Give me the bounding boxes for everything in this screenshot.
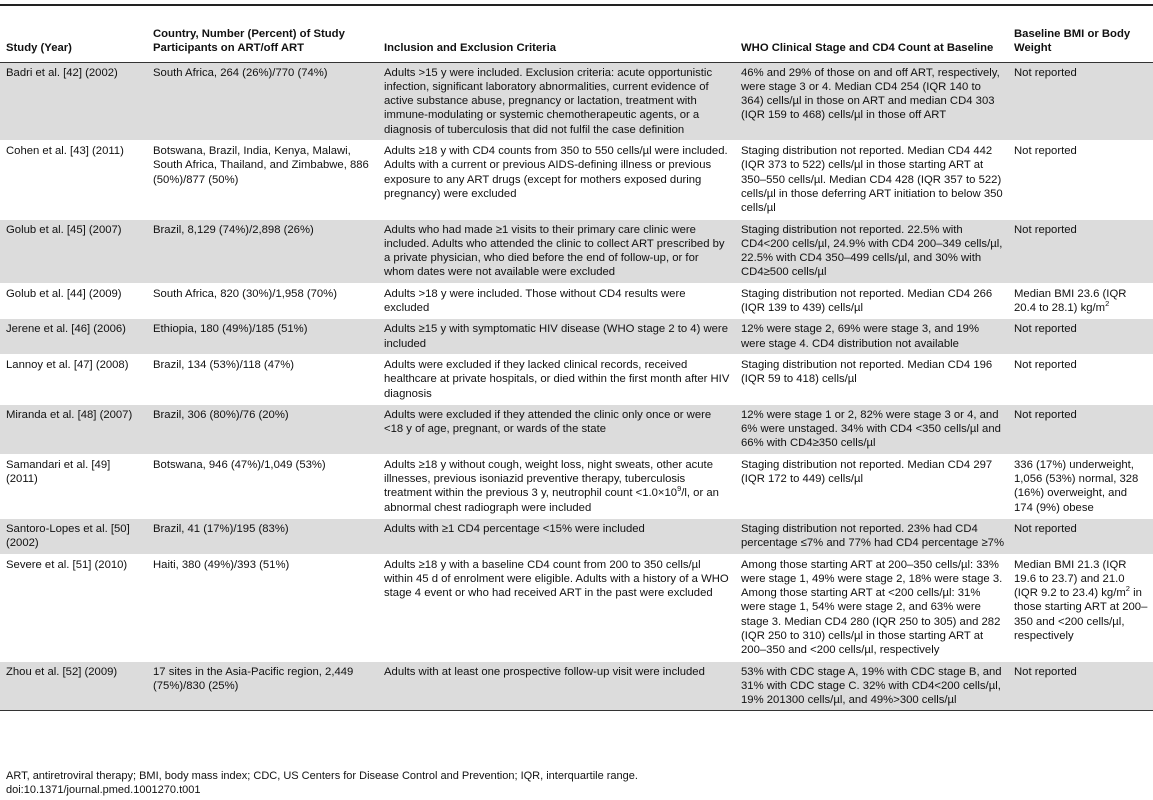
cell-who-stage <box>735 283 1008 319</box>
cell-bmi-text: Not reported <box>1014 522 1077 535</box>
cell-study <box>0 141 147 219</box>
cell-study <box>0 404 147 454</box>
cell-country-text: Botswana, Brazil, India, Kenya, Malawi, South Africa, Thailand, and Zimbabwe, 886 (50%)/877 (50%) <box>153 145 369 186</box>
cell-country <box>147 518 378 554</box>
header-who-stage: WHO Clinical Stage and CD4 Count at Baseline <box>735 27 1008 62</box>
table-body <box>0 62 1153 711</box>
cell-criteria <box>378 319 735 355</box>
cell-study <box>0 454 147 518</box>
table-row <box>0 518 1153 554</box>
cell-who-stage <box>735 554 1008 661</box>
cell-criteria-text: Adults with ≥1 CD4 percentage <15% were included <box>384 522 645 535</box>
cell-who-stage <box>735 661 1008 711</box>
cell-who-stage-text: 46% and 29% of those on and off ART, respectively, were stage 3 or 4. Median CD4 254 (IQR 140 to 364) cells/µl in those on ART and median CD4 303 (IQR 159 to 468) cells/µl in those off ART <box>741 66 1000 122</box>
cell-bmi <box>1008 283 1153 319</box>
cell-study-text: Badri et al. [42] (2002) <box>6 66 118 79</box>
cell-criteria-text: Adults with at least one prospective follow-up visit were included <box>384 665 705 678</box>
cell-country-text: Brazil, 306 (80%)/76 (20%) <box>153 408 289 421</box>
cell-criteria-text: Adults ≥18 y without cough, weight loss, night sweats, other acute illnesses, previous isoniazid preventive therapy, tuberculosis treatment within the previous 3 y, neutrophil count <1.0×10 <box>384 458 713 500</box>
cell-bmi-text: Not reported <box>1014 66 1077 79</box>
cell-country-text: Brazil, 8,129 (74%)/2,898 (26%) <box>153 223 314 236</box>
cell-who-stage-text: Staging distribution not reported. 23% had CD4 percentage ≤7% and 77% had CD4 percentage ≥7% <box>741 522 1004 550</box>
cell-criteria <box>378 219 735 283</box>
cell-country-text: South Africa, 264 (26%)/770 (74%) <box>153 66 328 79</box>
cell-bmi <box>1008 141 1153 219</box>
table-row <box>0 661 1153 711</box>
table-row <box>0 62 1153 140</box>
cell-criteria-text: Adults ≥15 y with symptomatic HIV disease (WHO stage 2 to 4) were included <box>384 323 728 350</box>
table-row <box>0 283 1153 319</box>
cell-criteria <box>378 661 735 711</box>
cell-who-stage-text: Staging distribution not reported. Median CD4 442 (IQR 373 to 522) cells/µl in those starting ART at 350–550 cells/µl. Median CD4 428 (IQR 357 to 522) cells/µl in those deferring ART initiation to below 350 cells/µl <box>741 145 1003 215</box>
cell-country <box>147 404 378 454</box>
table-row <box>0 454 1153 518</box>
cell-who-stage <box>735 141 1008 219</box>
cell-study-text: Cohen et al. [43] (2011) <box>6 145 124 158</box>
cell-criteria <box>378 283 735 319</box>
header-study: Study (Year) <box>0 27 147 62</box>
table-row <box>0 141 1153 219</box>
cell-who-stage-text: Staging distribution not reported. Median CD4 297 (IQR 172 to 449) cells/µl <box>741 458 993 486</box>
cell-country-text: Haiti, 380 (49%)/393 (51%) <box>153 558 290 571</box>
cell-criteria-text-tail: /l, or an abnormal chest radiograph were included <box>384 487 719 514</box>
cell-bmi <box>1008 661 1153 711</box>
cell-study-text: Golub et al. [45] (2007) <box>6 223 122 236</box>
cell-criteria <box>378 554 735 661</box>
cell-bmi <box>1008 404 1153 454</box>
cell-country <box>147 354 378 404</box>
cell-country <box>147 219 378 283</box>
cell-bmi <box>1008 219 1153 283</box>
cell-country <box>147 319 378 355</box>
cell-study <box>0 354 147 404</box>
cell-who-stage-text: Staging distribution not reported. Median CD4 196 (IQR 59 to 418) cells/µl <box>741 358 993 386</box>
cell-who-stage-text: 53% with CDC stage A, 19% with CDC stage B, and 31% with CDC stage C. 32% with CD4<200 cells/µl, 19% 201300 cells/µl, and 49%>300 cells/µl <box>741 665 1002 707</box>
cell-criteria <box>378 62 735 140</box>
cell-country <box>147 554 378 661</box>
data-table <box>0 27 1153 711</box>
cell-criteria-text: Adults ≥18 y with a baseline CD4 count from 200 to 350 cells/µl within 45 d of enrolment were eligible. Adults with a history of a WHO stage 4 event or who had received ART in the past were excluded <box>384 558 729 600</box>
cell-criteria-superscript: 9 <box>677 484 682 494</box>
cell-criteria-text: Adults ≥18 y with CD4 counts from 350 to 550 cells/µl were included. Adults with a current or previous AIDS-defining illness or previous exposure to any ART drugs (except for mothers exposed during pregnancy) were excluded <box>384 145 728 200</box>
cell-criteria <box>378 454 735 518</box>
cell-criteria <box>378 404 735 454</box>
cell-bmi-text-tail: in those starting ART at 200–350 and <200 cells/µl, respectively <box>1014 587 1148 642</box>
cell-country <box>147 283 378 319</box>
cell-who-stage <box>735 454 1008 518</box>
doi-note: doi:10.1371/journal.pmed.1001270.t001 <box>6 784 201 796</box>
cell-bmi-superscript: 2 <box>1105 299 1110 309</box>
cell-who-stage-text: 12% were stage 2, 69% were stage 3, and 19% were stage 4. CD4 distribution not available <box>741 323 980 350</box>
cell-who-stage-text: Staging distribution not reported. 22.5% with CD4<200 cells/µl, 24.9% with CD4 200–349 cells/µl, 22.5% with CD4 350–499 cells/µl, and 30% with CD4≥500 cells/µl <box>741 223 1003 279</box>
cell-study <box>0 219 147 283</box>
table-header <box>0 27 1153 62</box>
cell-country-text: Botswana, 946 (47%)/1,049 (53%) <box>153 458 326 471</box>
cell-study <box>0 518 147 554</box>
top-rule <box>0 4 1153 6</box>
cell-criteria <box>378 354 735 404</box>
cell-who-stage <box>735 319 1008 355</box>
table-footnote <box>6 769 638 797</box>
cell-study <box>0 554 147 661</box>
cell-who-stage <box>735 62 1008 140</box>
cell-who-stage <box>735 404 1008 454</box>
cell-who-stage-text: Staging distribution not reported. Median CD4 266 (IQR 139 to 439) cells/µl <box>741 287 993 315</box>
table-row <box>0 404 1153 454</box>
header-country: Country, Number (Percent) of Study Participants on ART/off ART <box>147 27 378 62</box>
table-row <box>0 219 1153 283</box>
cell-study-text: Miranda et al. [48] (2007) <box>6 408 133 421</box>
cell-bmi <box>1008 354 1153 404</box>
cell-bmi <box>1008 454 1153 518</box>
abbreviations-note: ART, antiretroviral therapy; BMI, body mass index; CDC, US Centers for Disease Control and Prevention; IQR, interquartile range. <box>6 770 638 782</box>
cell-bmi <box>1008 62 1153 140</box>
header-row <box>0 27 1153 62</box>
cell-study-text: Jerene et al. [46] (2006) <box>6 323 126 336</box>
cell-bmi <box>1008 554 1153 661</box>
cell-bmi-text: 336 (17%) underweight, 1,056 (53%) normal, 328 (16%) overweight, and 174 (9%) obese <box>1014 458 1139 514</box>
cell-bmi-text: Not reported <box>1014 408 1077 421</box>
cell-criteria-text: Adults were excluded if they attended the clinic only once or were <18 y of age, pregnant, or wards of the state <box>384 408 712 436</box>
cell-country-text: Brazil, 134 (53%)/118 (47%) <box>153 358 295 371</box>
cell-study <box>0 62 147 140</box>
table-row <box>0 319 1153 355</box>
cell-criteria <box>378 518 735 554</box>
cell-who-stage <box>735 518 1008 554</box>
cell-country-text: Brazil, 41 (17%)/195 (83%) <box>153 522 289 535</box>
header-criteria: Inclusion and Exclusion Criteria <box>378 27 735 62</box>
cell-bmi <box>1008 518 1153 554</box>
cell-bmi-text: Not reported <box>1014 145 1077 158</box>
cell-bmi <box>1008 319 1153 355</box>
cell-country-text: South Africa, 820 (30%)/1,958 (70%) <box>153 287 337 300</box>
cell-study-text: Severe et al. [51] (2010) <box>6 558 128 571</box>
cell-study-text: Golub et al. [44] (2009) <box>6 287 122 300</box>
cell-criteria-text: Adults >15 y were included. Exclusion criteria: acute opportunistic infection, significant laboratory abnormalities, current evidence of active substance abuse, pregnancy or lactation, treatment with immune-modulating or systemic chemotherapeutic agents, or a diagnosis of tuberculosis that did not fulfil the case definition <box>384 66 713 136</box>
cell-country <box>147 62 378 140</box>
cell-study-text: Santoro-Lopes et al. [50] (2002) <box>6 522 130 550</box>
table-row <box>0 354 1153 404</box>
cell-study-text: Lannoy et al. [47] (2008) <box>6 358 129 371</box>
cell-country <box>147 141 378 219</box>
cell-bmi-text: Not reported <box>1014 323 1077 336</box>
cell-criteria-text: Adults who had made ≥1 visits to their primary care clinic were included. Adults who attended the clinic to collect ART prescribed by a private physician, who died before the end of follow-up, or for whom dates were not available were excluded <box>384 223 725 279</box>
cell-country-text: Ethiopia, 180 (49%)/185 (51%) <box>153 323 308 336</box>
table-row <box>0 554 1153 661</box>
cell-bmi-superscript: 2 <box>1125 584 1130 594</box>
cell-bmi-text: Median BMI 23.6 (IQR 20.4 to 28.1) kg/m <box>1014 287 1127 315</box>
cell-criteria-text: Adults were excluded if they lacked clinical records, received healthcare at private hospitals, or died within the first month after HIV diagnosis <box>384 358 730 400</box>
cell-study-text: Samandari et al. [49] (2011) <box>6 458 111 486</box>
cell-study <box>0 319 147 355</box>
cell-country <box>147 454 378 518</box>
cell-bmi-text: Not reported <box>1014 223 1077 236</box>
cell-study-text: Zhou et al. [52] (2009) <box>6 665 118 678</box>
cell-country-text: 17 sites in the Asia-Pacific region, 2,449 (75%)/830 (25%) <box>153 665 354 692</box>
cell-who-stage <box>735 219 1008 283</box>
cell-bmi-text: Median BMI 21.3 (IQR 19.6 to 23.7) and 21.0 (IQR 9.2 to 23.4) kg/m <box>1014 558 1127 600</box>
cell-criteria <box>378 141 735 219</box>
cell-who-stage <box>735 354 1008 404</box>
cell-study <box>0 283 147 319</box>
cell-country <box>147 661 378 711</box>
header-bmi: Baseline BMI or Body Weight <box>1008 27 1153 62</box>
cell-who-stage-text: Among those starting ART at 200–350 cells/µl: 33% were stage 1, 49% were stage 2, 18% were stage 3. Among those starting ART at <200 cells/µl: 31% were stage 1, 54% were stage 2, and 63% were stage 3. Median CD4 280 (IQR 250 to 305) and 282 (IQR 250 to 310) cells/µl in those starting ART at 200–350 and <200 cells/µl, respectively <box>741 558 1003 657</box>
cell-study <box>0 661 147 711</box>
cell-bmi-text: Not reported <box>1014 358 1077 371</box>
cell-criteria-text: Adults >18 y were included. Those without CD4 results were excluded <box>384 287 686 315</box>
cell-who-stage-text: 12% were stage 1 or 2, 82% were stage 3 or 4, and 6% were unstaged. 34% with CD4 <350 cells/µl and 66% with CD4≥350 cells/µl <box>741 408 1001 450</box>
cell-bmi-text: Not reported <box>1014 665 1077 678</box>
